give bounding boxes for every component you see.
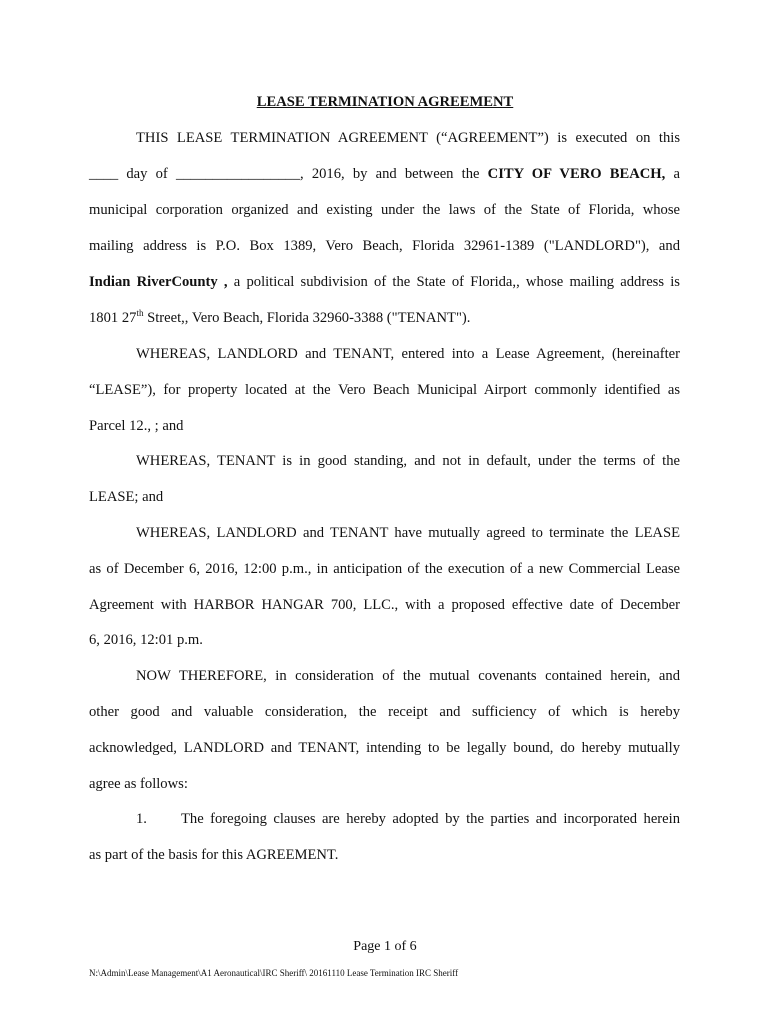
whereas-3-line-2: as of December 6, 2016, 12:00 p.m., in anticipation of the execution of a new Commercial Lease <box>89 561 680 577</box>
intro-line-2-end: a <box>665 166 680 182</box>
whereas-3-line-1: WHEREAS, LANDLORD and TENANT have mutually agreed to terminate the LEASE <box>136 525 680 541</box>
clause-1-line-2: as part of the basis for this AGREEMENT. <box>89 847 339 863</box>
intro-line-6 <box>89 309 680 327</box>
intro-line-1: THIS LEASE TERMINATION AGREEMENT (“AGREEMENT”) is executed on this <box>136 130 680 146</box>
clause-1-line-1: The foregoing clauses are hereby adopted by the parties and incorporated herein <box>181 811 680 827</box>
intro-line-5 <box>89 273 680 291</box>
intro-line-4: mailing address is P.O. Box 1389, Vero Beach, Florida 32961-1389 ("LANDLORD"), and <box>89 238 680 254</box>
document-title: LEASE TERMINATION AGREEMENT <box>256 94 514 110</box>
therefore-line-4: agree as follows: <box>89 776 188 792</box>
whereas-2-line-1: WHEREAS, TENANT is in good standing, and not in default, under the terms of the <box>136 453 680 469</box>
page-number: Page 1 of 6 <box>353 939 417 954</box>
tenant-address-number: 1801 27 <box>89 310 137 326</box>
whereas-3-line-4: 6, 2016, 12:01 p.m. <box>89 632 203 648</box>
intro-line-3: municipal corporation organized and existing under the laws of the State of Florida, whose <box>89 202 680 218</box>
therefore-line-3: acknowledged, LANDLORD and TENANT, intending to be legally bound, do hereby mutually <box>89 740 680 756</box>
whereas-1-line-1: WHEREAS, LANDLORD and TENANT, entered into a Lease Agreement, (hereinafter <box>136 346 680 362</box>
tenant-address-rest: Street,, Vero Beach, Florida 32960-3388 ("TENANT"). <box>143 310 471 326</box>
landlord-name: CITY OF VERO BEACH, <box>487 166 666 182</box>
tenant-name: Indian RiverCounty , <box>89 274 228 290</box>
intro-line-5-rest: a political subdivision of the State of Florida,, whose mailing address is <box>227 274 680 290</box>
therefore-line-2: other good and valuable consideration, the receipt and sufficiency of which is hereby <box>89 704 680 720</box>
therefore-line-1: NOW THEREFORE, in consideration of the mutual covenants contained herein, and <box>136 668 680 684</box>
file-path-footer: N:\Admin\Lease Management\A1 Aeronautical\IRC Sheriff\ 20161110 Lease Termination IRC Sheriff <box>89 968 459 978</box>
whereas-3-line-3: Agreement with HARBOR HANGAR 700, LLC., with a proposed effective date of December <box>89 597 680 613</box>
whereas-2-line-2: LEASE; and <box>89 489 164 505</box>
intro-date-blank: ____ day of _________________, 2016, by and between the <box>89 166 488 182</box>
whereas-1-line-3: Parcel 12., ; and <box>89 418 184 434</box>
intro-line-2 <box>89 165 680 183</box>
whereas-1-line-2: “LEASE”), for property located at the Vero Beach Municipal Airport commonly identified as <box>89 382 680 398</box>
clause-1-number: 1. <box>136 811 147 827</box>
ordinal-suffix: th <box>136 308 144 318</box>
